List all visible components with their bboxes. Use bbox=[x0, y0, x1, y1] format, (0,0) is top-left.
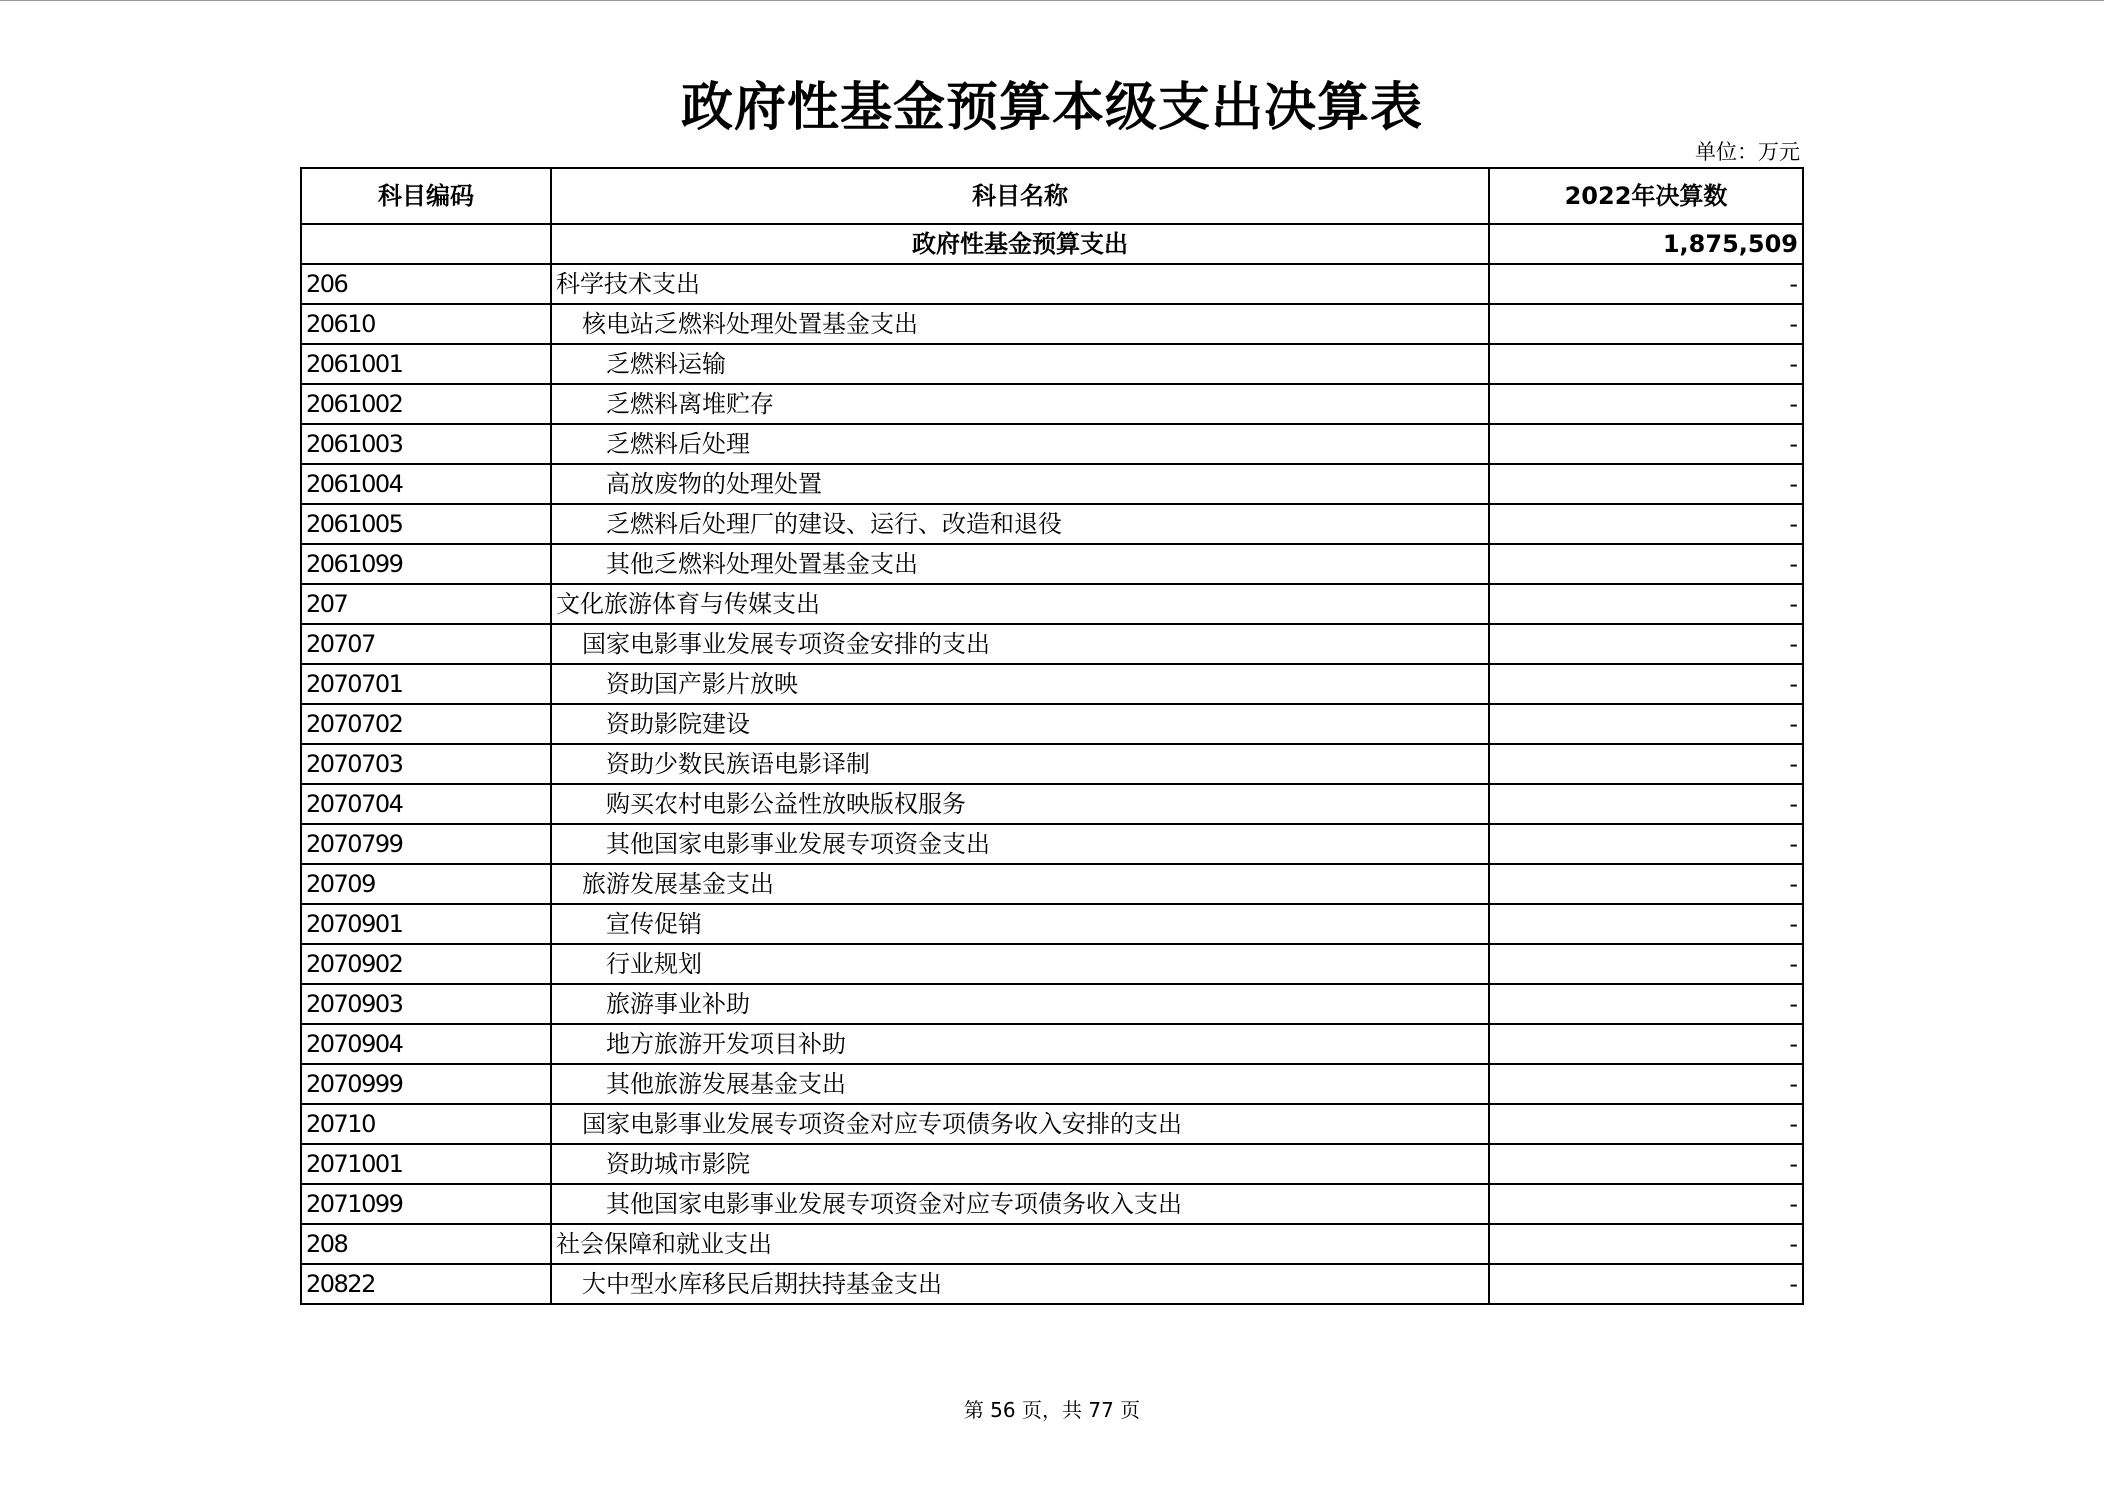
table-row bbox=[301, 1184, 1803, 1224]
header-amount: 2022年决算数 bbox=[1489, 168, 1803, 224]
table-row bbox=[301, 664, 1803, 704]
total-name: 政府性基金预算支出 bbox=[551, 224, 1489, 264]
table-row bbox=[301, 1024, 1803, 1064]
table-row bbox=[301, 824, 1803, 864]
row-amount: - bbox=[1489, 1024, 1803, 1064]
row-code: 2071001 bbox=[301, 1144, 551, 1184]
page-title: 政府性基金预算本级支出决算表 bbox=[680, 78, 1423, 138]
page-number: 第 56 页，共 77 页 bbox=[963, 1398, 1141, 1422]
row-code: 20822 bbox=[301, 1264, 551, 1304]
row-amount: - bbox=[1489, 1144, 1803, 1184]
total-amount: 1,875,509 bbox=[1489, 224, 1803, 264]
row-code: 2070701 bbox=[301, 664, 551, 704]
row-code: 20707 bbox=[301, 624, 551, 664]
row-name: 文化旅游体育与传媒支出 bbox=[551, 584, 1489, 624]
row-name: 乏燃料运输 bbox=[551, 344, 1489, 384]
header-name: 科目名称 bbox=[551, 168, 1489, 224]
table-row bbox=[301, 944, 1803, 984]
row-code: 2070702 bbox=[301, 704, 551, 744]
row-code: 2061002 bbox=[301, 384, 551, 424]
row-code: 2070799 bbox=[301, 824, 551, 864]
row-amount: - bbox=[1489, 544, 1803, 584]
table-row bbox=[301, 464, 1803, 504]
row-amount: - bbox=[1489, 744, 1803, 784]
table-row bbox=[301, 704, 1803, 744]
row-code: 2070704 bbox=[301, 784, 551, 824]
row-code: 2061004 bbox=[301, 464, 551, 504]
table-row bbox=[301, 344, 1803, 384]
table-row bbox=[301, 864, 1803, 904]
row-name: 大中型水库移民后期扶持基金支出 bbox=[551, 1264, 1489, 1304]
row-amount: - bbox=[1489, 384, 1803, 424]
row-name: 宣传促销 bbox=[551, 904, 1489, 944]
row-name: 国家电影事业发展专项资金对应专项债务收入安排的支出 bbox=[551, 1104, 1489, 1144]
row-amount: - bbox=[1489, 264, 1803, 304]
row-amount: - bbox=[1489, 1264, 1803, 1304]
table-row bbox=[301, 424, 1803, 464]
row-name: 乏燃料后处理 bbox=[551, 424, 1489, 464]
row-amount: - bbox=[1489, 864, 1803, 904]
table-row bbox=[301, 784, 1803, 824]
row-name: 资助国产影片放映 bbox=[551, 664, 1489, 704]
total-row bbox=[301, 224, 1803, 264]
table-row bbox=[301, 1224, 1803, 1264]
row-code: 2061003 bbox=[301, 424, 551, 464]
table-row bbox=[301, 904, 1803, 944]
table-row bbox=[301, 624, 1803, 664]
table-row bbox=[301, 504, 1803, 544]
unit-label: 单位：万元 bbox=[1695, 140, 1800, 164]
table-row bbox=[301, 1064, 1803, 1104]
row-amount: - bbox=[1489, 984, 1803, 1024]
row-amount: - bbox=[1489, 824, 1803, 864]
row-amount: - bbox=[1489, 704, 1803, 744]
row-amount: - bbox=[1489, 424, 1803, 464]
table-row bbox=[301, 1264, 1803, 1304]
row-name: 核电站乏燃料处理处置基金支出 bbox=[551, 304, 1489, 344]
row-amount: - bbox=[1489, 344, 1803, 384]
row-code: 2070999 bbox=[301, 1064, 551, 1104]
row-name: 资助城市影院 bbox=[551, 1144, 1489, 1184]
row-name: 其他乏燃料处理处置基金支出 bbox=[551, 544, 1489, 584]
row-name: 行业规划 bbox=[551, 944, 1489, 984]
row-name: 旅游事业补助 bbox=[551, 984, 1489, 1024]
row-code: 2070904 bbox=[301, 1024, 551, 1064]
row-code: 2061005 bbox=[301, 504, 551, 544]
row-code: 208 bbox=[301, 1224, 551, 1264]
row-amount: - bbox=[1489, 904, 1803, 944]
row-name: 资助影院建设 bbox=[551, 704, 1489, 744]
row-name: 社会保障和就业支出 bbox=[551, 1224, 1489, 1264]
table-row bbox=[301, 984, 1803, 1024]
row-name: 国家电影事业发展专项资金安排的支出 bbox=[551, 624, 1489, 664]
row-amount: - bbox=[1489, 584, 1803, 624]
row-amount: - bbox=[1489, 624, 1803, 664]
table-body bbox=[301, 224, 1803, 1304]
row-code: 20610 bbox=[301, 304, 551, 344]
row-name: 乏燃料后处理厂的建设、运行、改造和退役 bbox=[551, 504, 1489, 544]
table-row bbox=[301, 384, 1803, 424]
row-code: 2070901 bbox=[301, 904, 551, 944]
table-row bbox=[301, 1104, 1803, 1144]
row-code: 2070903 bbox=[301, 984, 551, 1024]
row-name: 科学技术支出 bbox=[551, 264, 1489, 304]
row-name: 其他国家电影事业发展专项资金对应专项债务收入支出 bbox=[551, 1184, 1489, 1224]
row-name: 其他旅游发展基金支出 bbox=[551, 1064, 1489, 1104]
row-amount: - bbox=[1489, 664, 1803, 704]
header-code: 科目编码 bbox=[301, 168, 551, 224]
row-amount: - bbox=[1489, 464, 1803, 504]
row-amount: - bbox=[1489, 1104, 1803, 1144]
row-name: 高放废物的处理处置 bbox=[551, 464, 1489, 504]
table-row bbox=[301, 544, 1803, 584]
row-name: 其他国家电影事业发展专项资金支出 bbox=[551, 824, 1489, 864]
header-row bbox=[301, 168, 1803, 224]
total-code bbox=[301, 224, 551, 264]
row-name: 购买农村电影公益性放映版权服务 bbox=[551, 784, 1489, 824]
row-amount: - bbox=[1489, 1064, 1803, 1104]
row-code: 2070902 bbox=[301, 944, 551, 984]
row-code: 2061001 bbox=[301, 344, 551, 384]
row-amount: - bbox=[1489, 944, 1803, 984]
row-code: 206 bbox=[301, 264, 551, 304]
row-code: 20710 bbox=[301, 1104, 551, 1144]
table-row bbox=[301, 584, 1803, 624]
table-row bbox=[301, 744, 1803, 784]
row-name: 资助少数民族语电影译制 bbox=[551, 744, 1489, 784]
row-code: 2070703 bbox=[301, 744, 551, 784]
table-header bbox=[301, 168, 1803, 224]
table-row bbox=[301, 264, 1803, 304]
row-code: 20709 bbox=[301, 864, 551, 904]
row-amount: - bbox=[1489, 504, 1803, 544]
row-amount: - bbox=[1489, 1224, 1803, 1264]
table-row bbox=[301, 1144, 1803, 1184]
row-name: 地方旅游开发项目补助 bbox=[551, 1024, 1489, 1064]
row-name: 乏燃料离堆贮存 bbox=[551, 384, 1489, 424]
row-amount: - bbox=[1489, 1184, 1803, 1224]
row-code: 207 bbox=[301, 584, 551, 624]
row-code: 2061099 bbox=[301, 544, 551, 584]
row-amount: - bbox=[1489, 304, 1803, 344]
table-row bbox=[301, 304, 1803, 344]
row-amount: - bbox=[1489, 784, 1803, 824]
page-top-border bbox=[0, 0, 2104, 1]
row-name: 旅游发展基金支出 bbox=[551, 864, 1489, 904]
row-code: 2071099 bbox=[301, 1184, 551, 1224]
expenditure-table bbox=[300, 167, 1804, 1305]
